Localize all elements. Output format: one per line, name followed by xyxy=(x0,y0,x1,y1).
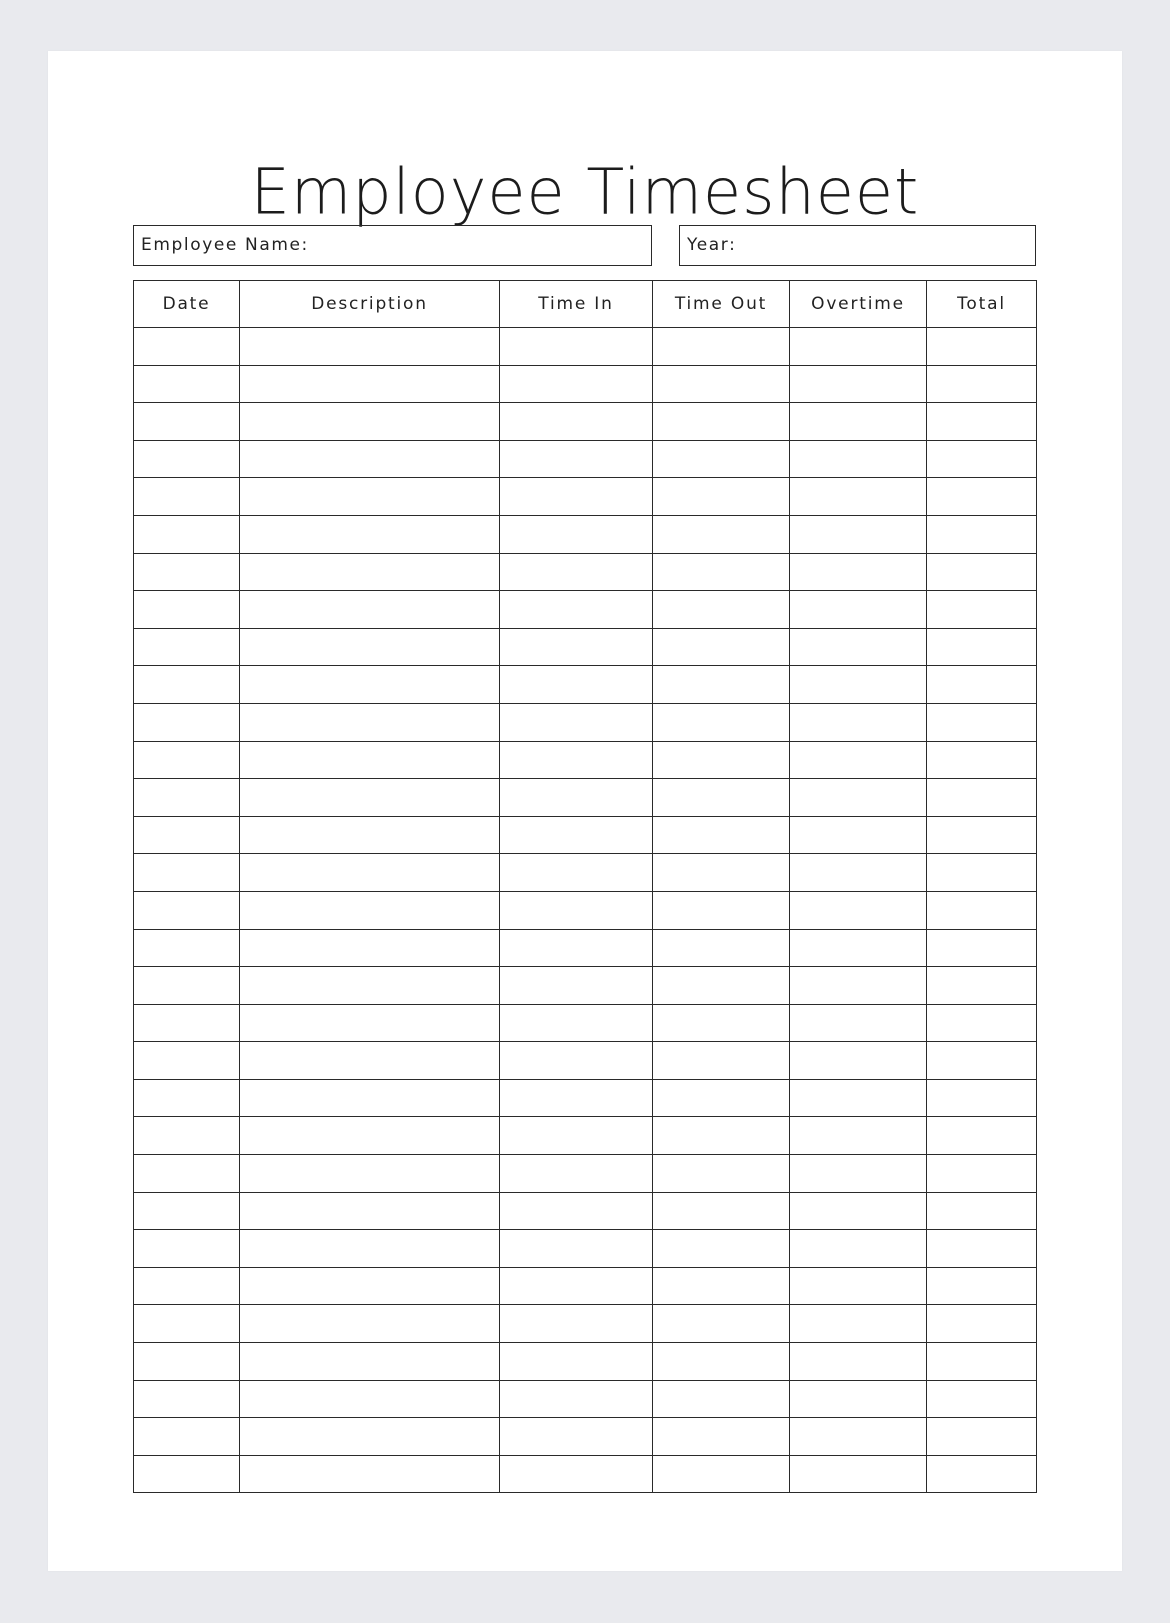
description-cell[interactable] xyxy=(240,1343,500,1381)
overtime-cell[interactable] xyxy=(790,1117,927,1155)
time-in-cell[interactable] xyxy=(500,1418,653,1456)
overtime-cell[interactable] xyxy=(790,779,927,817)
total-cell[interactable] xyxy=(927,553,1037,591)
time-in-cell[interactable] xyxy=(500,328,653,366)
time-in-cell[interactable] xyxy=(500,891,653,929)
time-out-cell[interactable] xyxy=(653,515,790,553)
description-cell[interactable] xyxy=(240,553,500,591)
description-cell[interactable] xyxy=(240,779,500,817)
total-cell[interactable] xyxy=(927,1380,1037,1418)
time-out-cell[interactable] xyxy=(653,1079,790,1117)
date-cell[interactable] xyxy=(134,1418,240,1456)
time-in-cell[interactable] xyxy=(500,1343,653,1381)
date-cell[interactable] xyxy=(134,478,240,516)
date-cell[interactable] xyxy=(134,628,240,666)
overtime-cell[interactable] xyxy=(790,929,927,967)
table-row xyxy=(134,967,1037,1005)
column-header-time-out: Time Out xyxy=(653,281,790,328)
table-row xyxy=(134,515,1037,553)
date-cell[interactable] xyxy=(134,779,240,817)
overtime-cell[interactable] xyxy=(790,553,927,591)
description-cell[interactable] xyxy=(240,1155,500,1193)
description-cell[interactable] xyxy=(240,1117,500,1155)
total-cell[interactable] xyxy=(927,591,1037,629)
time-in-cell[interactable] xyxy=(500,703,653,741)
column-header-date: Date xyxy=(134,281,240,328)
table-row xyxy=(134,478,1037,516)
time-out-cell[interactable] xyxy=(653,816,790,854)
time-in-cell[interactable] xyxy=(500,666,653,704)
time-in-cell[interactable] xyxy=(500,478,653,516)
total-cell[interactable] xyxy=(927,1343,1037,1381)
description-cell[interactable] xyxy=(240,1418,500,1456)
total-cell[interactable] xyxy=(927,1155,1037,1193)
total-cell[interactable] xyxy=(927,1117,1037,1155)
table-row xyxy=(134,1380,1037,1418)
overtime-cell[interactable] xyxy=(790,1380,927,1418)
column-header-time-in: Time In xyxy=(500,281,653,328)
time-out-cell[interactable] xyxy=(653,1230,790,1268)
time-out-cell[interactable] xyxy=(653,1042,790,1080)
column-header-overtime: Overtime xyxy=(790,281,927,328)
overtime-cell[interactable] xyxy=(790,1305,927,1343)
description-cell[interactable] xyxy=(240,440,500,478)
page-title: Employee Timesheet xyxy=(250,154,920,229)
year-field[interactable] xyxy=(679,225,1036,266)
time-out-cell[interactable] xyxy=(653,365,790,403)
date-cell[interactable] xyxy=(134,1155,240,1193)
table-body xyxy=(134,328,1037,1493)
total-cell[interactable] xyxy=(927,1230,1037,1268)
total-cell[interactable] xyxy=(927,967,1037,1005)
table-row xyxy=(134,440,1037,478)
time-out-cell[interactable] xyxy=(653,628,790,666)
time-in-cell[interactable] xyxy=(500,403,653,441)
time-out-cell[interactable] xyxy=(653,553,790,591)
total-cell[interactable] xyxy=(927,1305,1037,1343)
time-in-cell[interactable] xyxy=(500,1192,653,1230)
description-cell[interactable] xyxy=(240,515,500,553)
description-cell[interactable] xyxy=(240,1455,500,1493)
total-cell[interactable] xyxy=(927,779,1037,817)
table-row xyxy=(134,1267,1037,1305)
table-row xyxy=(134,816,1037,854)
table-row xyxy=(134,1079,1037,1117)
time-out-cell[interactable] xyxy=(653,854,790,892)
date-cell[interactable] xyxy=(134,1192,240,1230)
total-cell[interactable] xyxy=(927,666,1037,704)
time-in-cell[interactable] xyxy=(500,816,653,854)
time-in-cell[interactable] xyxy=(500,1380,653,1418)
time-in-cell[interactable] xyxy=(500,628,653,666)
overtime-cell[interactable] xyxy=(790,741,927,779)
description-cell[interactable] xyxy=(240,666,500,704)
table-row xyxy=(134,1004,1037,1042)
date-cell[interactable] xyxy=(134,328,240,366)
time-out-cell[interactable] xyxy=(653,1004,790,1042)
description-cell[interactable] xyxy=(240,591,500,629)
time-out-cell[interactable] xyxy=(653,478,790,516)
description-cell[interactable] xyxy=(240,478,500,516)
table-row xyxy=(134,1042,1037,1080)
total-cell[interactable] xyxy=(927,1004,1037,1042)
table-row xyxy=(134,328,1037,366)
description-cell[interactable] xyxy=(240,816,500,854)
table-row xyxy=(134,666,1037,704)
description-cell[interactable] xyxy=(240,929,500,967)
time-in-cell[interactable] xyxy=(500,1117,653,1155)
overtime-cell[interactable] xyxy=(790,591,927,629)
time-in-cell[interactable] xyxy=(500,515,653,553)
overtime-cell[interactable] xyxy=(790,891,927,929)
overtime-cell[interactable] xyxy=(790,1155,927,1193)
total-cell[interactable] xyxy=(927,1042,1037,1080)
overtime-cell[interactable] xyxy=(790,628,927,666)
total-cell[interactable] xyxy=(927,854,1037,892)
date-cell[interactable] xyxy=(134,1343,240,1381)
table-row xyxy=(134,553,1037,591)
time-in-cell[interactable] xyxy=(500,779,653,817)
time-out-cell[interactable] xyxy=(653,1155,790,1193)
time-out-cell[interactable] xyxy=(653,967,790,1005)
total-cell[interactable] xyxy=(927,1418,1037,1456)
total-cell[interactable] xyxy=(927,365,1037,403)
time-out-cell[interactable] xyxy=(653,891,790,929)
total-cell[interactable] xyxy=(927,628,1037,666)
date-cell[interactable] xyxy=(134,440,240,478)
time-out-cell[interactable] xyxy=(653,741,790,779)
date-cell[interactable] xyxy=(134,1230,240,1268)
table-row xyxy=(134,1192,1037,1230)
date-cell[interactable] xyxy=(134,967,240,1005)
overtime-cell[interactable] xyxy=(790,1418,927,1456)
description-cell[interactable] xyxy=(240,328,500,366)
description-cell[interactable] xyxy=(240,1380,500,1418)
date-cell[interactable] xyxy=(134,1117,240,1155)
table-row xyxy=(134,1418,1037,1456)
time-in-cell[interactable] xyxy=(500,365,653,403)
date-cell[interactable] xyxy=(134,703,240,741)
date-cell[interactable] xyxy=(134,891,240,929)
time-out-cell[interactable] xyxy=(653,666,790,704)
time-in-cell[interactable] xyxy=(500,1267,653,1305)
date-cell[interactable] xyxy=(134,1380,240,1418)
overtime-cell[interactable] xyxy=(790,703,927,741)
overtime-cell[interactable] xyxy=(790,967,927,1005)
total-cell[interactable] xyxy=(927,515,1037,553)
time-in-cell[interactable] xyxy=(500,1004,653,1042)
overtime-cell[interactable] xyxy=(790,1192,927,1230)
time-in-cell[interactable] xyxy=(500,553,653,591)
table-row xyxy=(134,591,1037,629)
time-out-cell[interactable] xyxy=(653,1267,790,1305)
time-out-cell[interactable] xyxy=(653,1305,790,1343)
time-in-cell[interactable] xyxy=(500,440,653,478)
description-cell[interactable] xyxy=(240,703,500,741)
overtime-cell[interactable] xyxy=(790,816,927,854)
overtime-cell[interactable] xyxy=(790,1079,927,1117)
time-out-cell[interactable] xyxy=(653,440,790,478)
time-in-cell[interactable] xyxy=(500,1305,653,1343)
description-cell[interactable] xyxy=(240,967,500,1005)
timesheet-table xyxy=(133,280,1037,1493)
overtime-cell[interactable] xyxy=(790,328,927,366)
date-cell[interactable] xyxy=(134,1079,240,1117)
time-in-cell[interactable] xyxy=(500,1042,653,1080)
description-cell[interactable] xyxy=(240,891,500,929)
overtime-cell[interactable] xyxy=(790,440,927,478)
total-cell[interactable] xyxy=(927,403,1037,441)
column-header-total: Total xyxy=(927,281,1037,328)
overtime-cell[interactable] xyxy=(790,1267,927,1305)
date-cell[interactable] xyxy=(134,816,240,854)
time-out-cell[interactable] xyxy=(653,1192,790,1230)
description-cell[interactable] xyxy=(240,1042,500,1080)
time-in-cell[interactable] xyxy=(500,1230,653,1268)
date-cell[interactable] xyxy=(134,1042,240,1080)
total-cell[interactable] xyxy=(927,1267,1037,1305)
table-row xyxy=(134,929,1037,967)
date-cell[interactable] xyxy=(134,666,240,704)
time-out-cell[interactable] xyxy=(653,703,790,741)
total-cell[interactable] xyxy=(927,478,1037,516)
date-cell[interactable] xyxy=(134,515,240,553)
table-row xyxy=(134,741,1037,779)
overtime-cell[interactable] xyxy=(790,1004,927,1042)
table-row xyxy=(134,365,1037,403)
overtime-cell[interactable] xyxy=(790,1343,927,1381)
overtime-cell[interactable] xyxy=(790,403,927,441)
date-cell[interactable] xyxy=(134,1455,240,1493)
date-cell[interactable] xyxy=(134,553,240,591)
time-in-cell[interactable] xyxy=(500,1155,653,1193)
date-cell[interactable] xyxy=(134,854,240,892)
overtime-cell[interactable] xyxy=(790,1230,927,1268)
total-cell[interactable] xyxy=(927,891,1037,929)
year-label: Year: xyxy=(687,235,737,255)
total-cell[interactable] xyxy=(927,741,1037,779)
table-row xyxy=(134,628,1037,666)
table-row xyxy=(134,1230,1037,1268)
overtime-cell[interactable] xyxy=(790,365,927,403)
table-row xyxy=(134,703,1037,741)
description-cell[interactable] xyxy=(240,741,500,779)
time-in-cell[interactable] xyxy=(500,967,653,1005)
column-header-description: Description xyxy=(240,281,500,328)
overtime-cell[interactable] xyxy=(790,666,927,704)
table-row xyxy=(134,1305,1037,1343)
time-in-cell[interactable] xyxy=(500,741,653,779)
total-cell[interactable] xyxy=(927,929,1037,967)
time-out-cell[interactable] xyxy=(653,591,790,629)
total-cell[interactable] xyxy=(927,1079,1037,1117)
date-cell[interactable] xyxy=(134,741,240,779)
time-out-cell[interactable] xyxy=(653,1418,790,1456)
description-cell[interactable] xyxy=(240,365,500,403)
total-cell[interactable] xyxy=(927,1192,1037,1230)
employee-name-label: Employee Name: xyxy=(141,235,309,255)
total-cell[interactable] xyxy=(927,816,1037,854)
table-row xyxy=(134,1117,1037,1155)
table-row xyxy=(134,403,1037,441)
time-in-cell[interactable] xyxy=(500,1455,653,1493)
time-out-cell[interactable] xyxy=(653,1380,790,1418)
table-row xyxy=(134,1155,1037,1193)
total-cell[interactable] xyxy=(927,1455,1037,1493)
date-cell[interactable] xyxy=(134,403,240,441)
total-cell[interactable] xyxy=(927,440,1037,478)
total-cell[interactable] xyxy=(927,703,1037,741)
table-row xyxy=(134,1455,1037,1493)
total-cell[interactable] xyxy=(927,328,1037,366)
table-header-row xyxy=(134,281,1037,328)
overtime-cell[interactable] xyxy=(790,854,927,892)
date-cell[interactable] xyxy=(134,929,240,967)
date-cell[interactable] xyxy=(134,365,240,403)
description-cell[interactable] xyxy=(240,403,500,441)
time-out-cell[interactable] xyxy=(653,328,790,366)
description-cell[interactable] xyxy=(240,1267,500,1305)
time-out-cell[interactable] xyxy=(653,1117,790,1155)
table-row xyxy=(134,779,1037,817)
time-out-cell[interactable] xyxy=(653,929,790,967)
description-cell[interactable] xyxy=(240,1230,500,1268)
time-in-cell[interactable] xyxy=(500,591,653,629)
description-cell[interactable] xyxy=(240,1004,500,1042)
overtime-cell[interactable] xyxy=(790,478,927,516)
date-cell[interactable] xyxy=(134,1004,240,1042)
time-in-cell[interactable] xyxy=(500,1079,653,1117)
date-cell[interactable] xyxy=(134,1267,240,1305)
table-row xyxy=(134,891,1037,929)
timesheet-page xyxy=(48,51,1122,1571)
time-out-cell[interactable] xyxy=(653,779,790,817)
table-row xyxy=(134,1343,1037,1381)
description-cell[interactable] xyxy=(240,854,500,892)
time-in-cell[interactable] xyxy=(500,929,653,967)
description-cell[interactable] xyxy=(240,628,500,666)
description-cell[interactable] xyxy=(240,1305,500,1343)
description-cell[interactable] xyxy=(240,1192,500,1230)
time-out-cell[interactable] xyxy=(653,1455,790,1493)
overtime-cell[interactable] xyxy=(790,515,927,553)
table-row xyxy=(134,854,1037,892)
date-cell[interactable] xyxy=(134,1305,240,1343)
description-cell[interactable] xyxy=(240,1079,500,1117)
date-cell[interactable] xyxy=(134,591,240,629)
employee-name-field[interactable] xyxy=(133,225,652,266)
time-out-cell[interactable] xyxy=(653,1343,790,1381)
time-in-cell[interactable] xyxy=(500,854,653,892)
overtime-cell[interactable] xyxy=(790,1455,927,1493)
time-out-cell[interactable] xyxy=(653,403,790,441)
overtime-cell[interactable] xyxy=(790,1042,927,1080)
